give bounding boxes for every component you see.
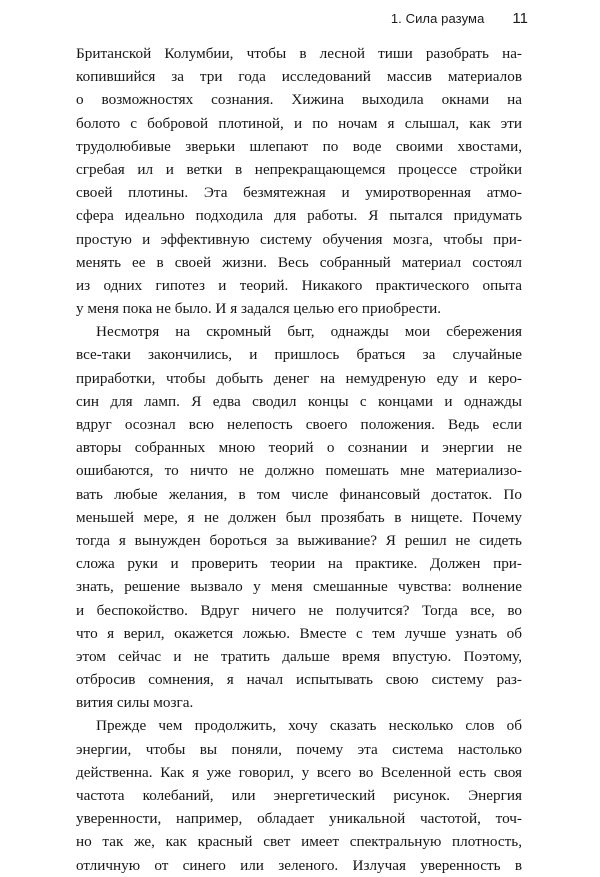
text-line: простую и эффективную систему обучения мозга, чтобы при- xyxy=(76,230,522,248)
text-line: трудолюбивые зверьки шлепают по воде своими хвостами, xyxy=(76,137,522,155)
text-line: из одних гипотез и теорий. Никакого практического опыта xyxy=(76,276,522,294)
text-line: все-таки закончились, и пришлось браться за случайные xyxy=(76,346,522,364)
text-line: отличную от синего или зеленого. Излучая уверенность в xyxy=(76,856,522,874)
paragraph-2 xyxy=(76,320,522,714)
text-line: Прежде чем продолжить, хочу сказать несколько слов об xyxy=(96,717,522,735)
text-line: меньшей мере, я не должен был прозябать в нищете. Почему xyxy=(76,508,522,526)
text-line: ошибаются, то ничто не должно помешать мне материализо- xyxy=(76,462,522,480)
text-line: син для ламп. Я едва сводил концы с концами и однажды xyxy=(76,392,522,410)
body-text xyxy=(76,42,522,877)
text-line: у меня пока не было. И я задался целью его приобрести. xyxy=(76,300,442,318)
text-line: уверенности, например, обладает уникальной частотой, точ- xyxy=(76,810,522,828)
text-line: вдруг осознал всю нелепость своего положения. Ведь если xyxy=(76,416,522,433)
text-line: Британской Колумбии, чтобы в лесной тиши разобрать на- xyxy=(76,45,522,62)
text-line: вать любые желания, в том числе финансовый достаток. По xyxy=(76,485,522,503)
text-line: Несмотря на скромный быт, однажды мои сбережения xyxy=(96,323,522,341)
running-header xyxy=(391,10,528,28)
text-line: менять ее в своей жизни. Весь собранный материал состоял xyxy=(76,253,522,271)
text-line: отбросив сомнения, я начал испытывать свою систему раз- xyxy=(76,671,522,689)
text-line: болото с бобровой плотиной, и по ночам я слышал, как эти xyxy=(76,114,522,132)
text-line: о возможностях сознания. Хижина выходила окнами на xyxy=(76,91,522,109)
text-line: копившийся за три года исследований массив материалов xyxy=(76,68,522,86)
text-line: сгребая ил и ветки в непрекращающемся процессе стройки xyxy=(76,160,522,178)
paragraph-1 xyxy=(76,42,522,320)
paragraph-3 xyxy=(76,714,522,876)
text-line: частота колебаний, или энергетический рисунок. Энергия xyxy=(76,787,522,804)
text-line: своей плотины. Эта безмятежная и умиротворенная атмо- xyxy=(76,184,522,202)
text-line: но так же, как красный свет имеет спектральную плотность, xyxy=(76,833,522,851)
text-line: и беспокойство. Вдруг ничего не получится? Тогда все, во xyxy=(76,601,522,619)
text-line: сложа руки и проверить теории на практике. Должен при- xyxy=(76,555,522,573)
text-line: энергии, чтобы вы поняли, почему эта система настолько xyxy=(76,740,522,758)
text-line: этом сейчас и не тратить дальше время впустую. Поэтому, xyxy=(76,647,522,665)
text-line: приработки, чтобы добыть денег на немудреную еду и керо- xyxy=(76,369,522,387)
text-line: знать, решение вызвало у меня смешанные чувства: волнение xyxy=(76,578,522,596)
text-line: что я верил, окажется ложью. Вместе с тем лучше узнать об xyxy=(76,624,522,642)
text-line: сфера идеально подходила для работы. Я пытался придумать xyxy=(76,207,522,225)
text-line: вития силы мозга. xyxy=(76,694,194,712)
text-line: авторы собранных мною теорий о сознании и энергии не xyxy=(76,439,522,457)
text-line: тогда я вынужден бороться за выживание? Я решил не сидеть xyxy=(76,531,522,549)
text-line: действенна. Как я уже говорил, у всего во Вселенной есть своя xyxy=(76,763,522,781)
chapter-title: 1. Сила разума xyxy=(390,11,485,26)
page-number: 11 xyxy=(512,10,528,27)
